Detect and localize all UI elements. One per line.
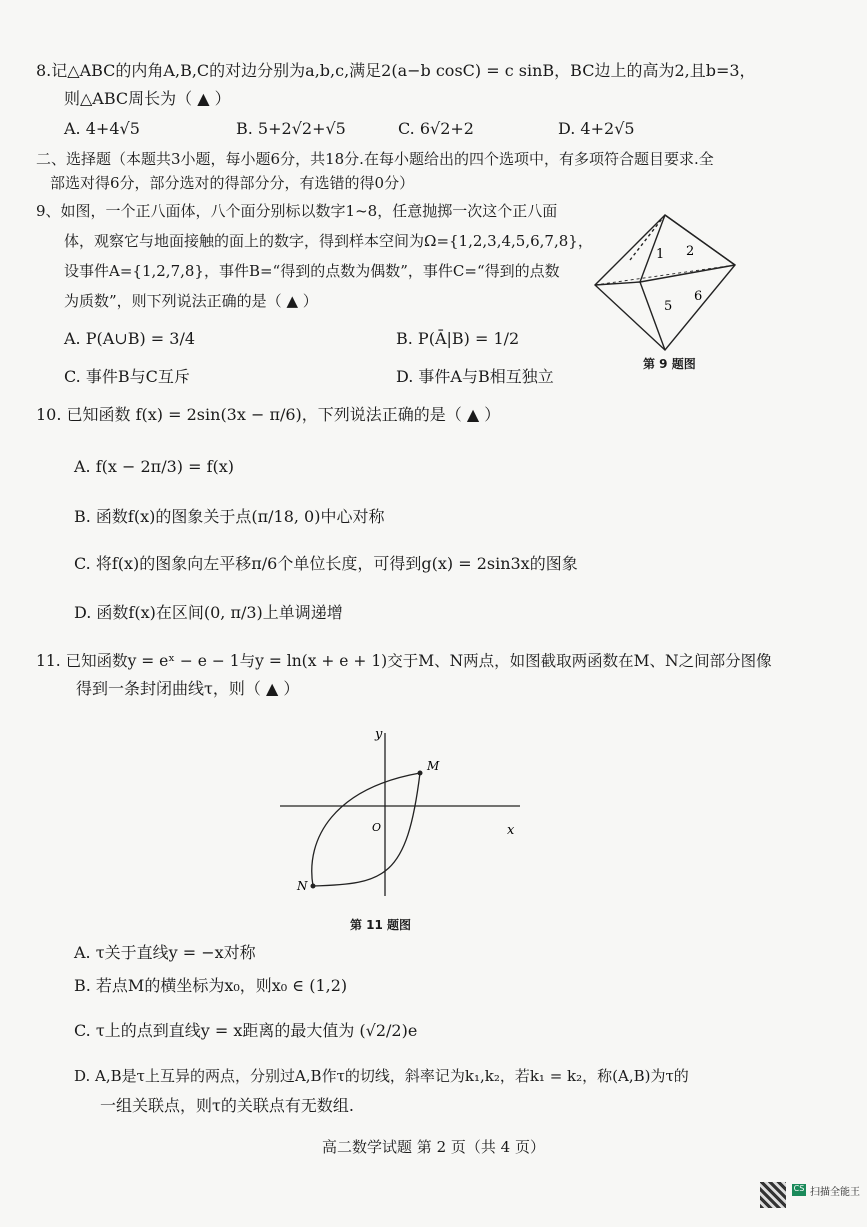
- q8-option-a: A. 4+4√5: [64, 119, 140, 138]
- q10-option-b: B. 函数f(x)的图象关于点(π/18, 0)中心对称: [74, 507, 385, 526]
- origin-label: O: [372, 821, 382, 834]
- qr-code-icon: [760, 1182, 786, 1208]
- face-label-6: 6: [694, 289, 703, 304]
- point-m: [418, 771, 423, 776]
- q11-figure-caption: 第 11 题图: [350, 918, 412, 932]
- watermark-text: 扫描全能王: [810, 1187, 860, 1198]
- face-label-5: 5: [664, 299, 673, 314]
- q10-stem: 10. 已知函数 f(x) = 2sin(3x − π/6)，下列说法正确的是（ ▲ ）: [36, 405, 501, 424]
- q8-stem-cont: 则△ABC周长为（ ▲ ）: [64, 89, 231, 108]
- octahedron-outline: [595, 215, 735, 350]
- q11-stem-cont: 得到一条封闭曲线τ，则（ ▲ ）: [76, 679, 300, 698]
- n-label: N: [297, 879, 308, 893]
- q11-option-d: D. A,B是τ上互异的两点，分别过A,B作τ的切线，斜率记为k₁,k₂，若k₁ = k₂，称(A,B)为τ的: [74, 1067, 689, 1085]
- q9-option-d: D. 事件A与B相互独立: [396, 367, 554, 386]
- q11-figure: [275, 718, 525, 898]
- q8-option-d: D. 4+2√5: [558, 119, 635, 138]
- q8-option-c: C. 6√2+2: [398, 119, 474, 138]
- q9-option-c: C. 事件B与C互斥: [64, 367, 190, 386]
- m-label: M: [427, 759, 440, 773]
- q10-option-d: D. 函数f(x)在区间(0, π/3)上单调递增: [74, 603, 343, 622]
- section2-heading: 二、选择题（本题共3小题，每小题6分，共18分.在每小题给出的四个选项中，有多项符合题目要求.全: [36, 150, 714, 168]
- scanner-watermark: [760, 1180, 860, 1220]
- q9-figure-caption: 第 9 题图: [643, 357, 696, 371]
- octahedron-figure: [590, 210, 740, 355]
- q8-stem: 8.记△ABC的内角A,B,C的对边分别为a,b,c,满足2(a−b cosC) = c sinB，BC边上的高为2,且b=3，: [36, 61, 756, 80]
- q9-line-3: 设事件A={1,2,7,8}，事件B=“得到的点数为偶数”，事件C=“得到的点数: [64, 262, 560, 280]
- x-axis-label: x: [507, 823, 515, 838]
- q11-option-a: A. τ关于直线y = −x对称: [74, 943, 256, 962]
- face-label-2: 2: [686, 244, 695, 259]
- point-n: [311, 884, 316, 889]
- page-footer: 高二数学试题 第 2 页（共 4 页）: [322, 1138, 545, 1156]
- q10-option-a: A. f(x − 2π/3) = f(x): [74, 457, 235, 476]
- cs-logo-icon: CS: [792, 1184, 806, 1196]
- face-label-1: 1: [656, 247, 665, 262]
- q9-option-a: A. P(A∪B) = 3/4: [64, 329, 196, 348]
- log-curve: [312, 773, 420, 886]
- q11-option-d-cont: 一组关联点，则τ的关联点有无数组.: [100, 1096, 354, 1115]
- section2-heading-cont: 部选对得6分，部分选对的得部分分，有选错的得0分）: [50, 174, 415, 192]
- q11-option-b: B. 若点M的横坐标为x₀，则x₀ ∈ (1,2): [74, 976, 348, 995]
- q9-line-1: 9、如图，一个正八面体，八个面分别标以数字1~8，任意抛掷一次这个正八面: [36, 202, 558, 220]
- q9-option-b: B. P(Ā|B) = 1/2: [396, 329, 520, 348]
- q11-stem: 11. 已知函数y = eˣ − e − 1与y = ln(x + e + 1)交于M、N两点，如图截取两函数在M、N之间部分图像: [36, 652, 772, 670]
- q10-option-c: C. 将f(x)的图象向左平移π/6个单位长度，可得到g(x) = 2sin3x的图象: [74, 554, 578, 573]
- q8-option-b: B. 5+2√2+√5: [236, 119, 346, 138]
- y-axis-label: y: [375, 727, 383, 742]
- q9-line-4: 为质数”，则下列说法正确的是（ ▲ ）: [64, 292, 318, 310]
- q9-line-2: 体，观察它与地面接触的面上的数字，得到样本空间为Ω={1,2,3,4,5,6,7,8}，: [64, 232, 593, 250]
- q11-option-c: C. τ上的点到直线y = x距离的最大值为 (√2/2)e: [74, 1021, 418, 1040]
